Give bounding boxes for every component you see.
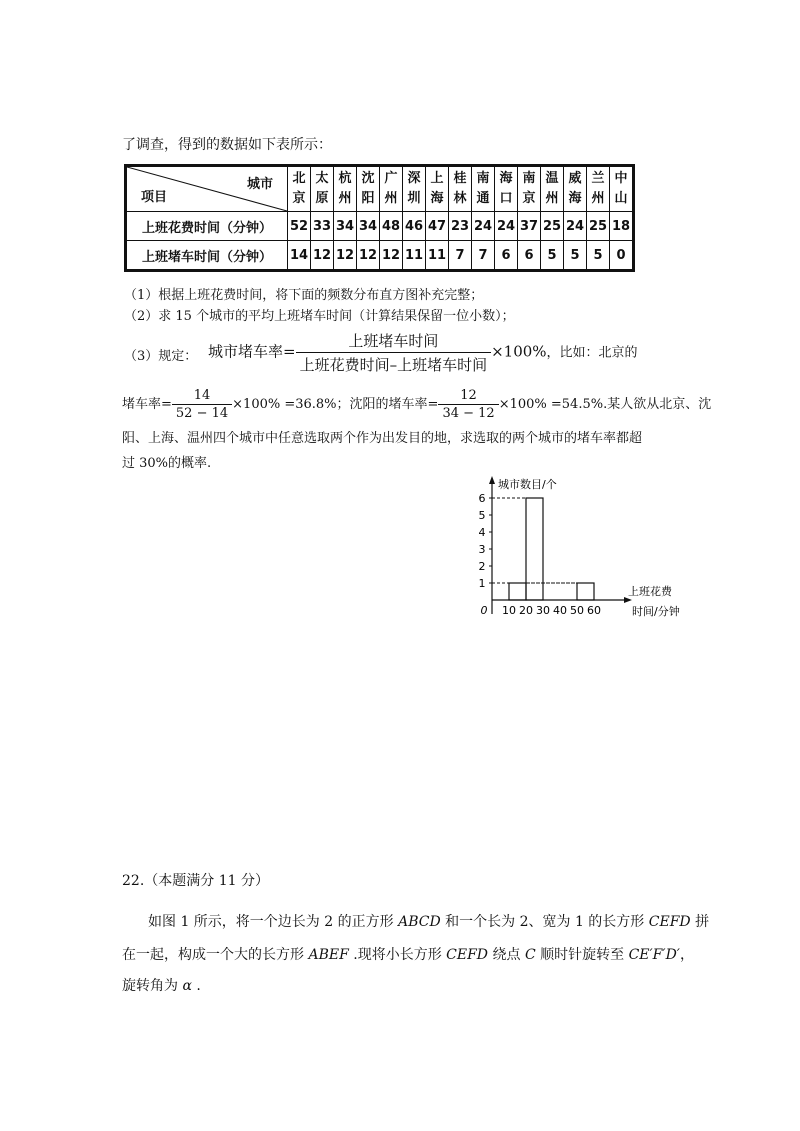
y-tick-label: 4: [478, 526, 486, 539]
y-tick-label: 3: [478, 543, 486, 556]
problem-22-line-1: [148, 911, 709, 931]
text-run: 顺时针旋转至: [535, 947, 629, 963]
question-3-line: 阳、上海、温州四个城市中任意选取两个作为出发目的地，求选取的两个城市的堵车率都超: [122, 431, 643, 446]
example-line: [122, 388, 711, 421]
table-cell: 18: [610, 212, 634, 241]
table-cell: 0: [610, 241, 634, 271]
city-header-4: 广 州: [380, 166, 403, 212]
y-axis-label: 城市数目/个: [498, 478, 557, 491]
problem-22-title: 22.（本题满分 11 分）: [122, 873, 269, 889]
city-header-0: 北 京: [288, 166, 311, 212]
table-cell: 34: [357, 212, 380, 241]
table-cell: 37: [518, 212, 541, 241]
question-1: （1）根据上班花费时间，将下面的频数分布直方图补充完整；: [124, 288, 484, 303]
table-cell: 5: [587, 241, 610, 271]
text-run: 在一起，构成一个大的长方形: [122, 947, 309, 963]
table-cell: 12: [357, 241, 380, 271]
congestion-formula: [208, 330, 638, 375]
shenyang-numerator: 12: [438, 388, 498, 405]
formula-tail: ×100%: [491, 342, 547, 361]
x-tick-label: 0: [480, 604, 488, 617]
beijing-fraction: [172, 388, 232, 421]
city-header-3: 沈 阳: [357, 166, 380, 212]
city-header-5: 深 圳: [403, 166, 426, 212]
table-cell: 6: [495, 241, 518, 271]
table-cell: 25: [587, 212, 610, 241]
table-cell: 12: [334, 241, 357, 271]
table-cell: 25: [541, 212, 564, 241]
city-header-9: 海 口: [495, 166, 518, 212]
text-run: 如图 1 所示，将一个边长为 2 的正方形: [148, 914, 399, 930]
math-c: C: [524, 947, 536, 963]
city-header-8: 南 通: [472, 166, 495, 212]
x-axis-label-2: 时间/分钟: [632, 605, 680, 618]
city-header-12: 威 海: [564, 166, 587, 212]
histogram-ticks: [479, 492, 602, 617]
table-cell: 6: [518, 241, 541, 271]
histogram-bar-50-60: [577, 583, 594, 600]
table-cell: 34: [334, 212, 357, 241]
x-tick-label: 10: [502, 604, 516, 617]
table-cell: 47: [426, 212, 449, 241]
shenyang-denominator: 34 − 12: [442, 406, 495, 421]
math-abef: ABEF: [308, 947, 349, 963]
table-cell: 52: [288, 212, 311, 241]
y-tick-label: 6: [478, 492, 486, 505]
table-cell: 7: [449, 241, 472, 271]
question-3-after: ，比如：北京的: [546, 345, 638, 361]
text-run: 和一个长为 2、宽为 1 的长方形: [440, 914, 649, 930]
beijing-denominator: 52 − 14: [175, 406, 229, 421]
y-tick-label: 5: [478, 509, 486, 522]
x-axis-label-1: 上班花费: [628, 585, 672, 598]
city-header-13: 兰 州: [587, 166, 610, 212]
city-header-10: 南 京: [518, 166, 541, 212]
math-alpha: α: [182, 978, 192, 994]
table-cell: 5: [564, 241, 587, 271]
problem-22-line-3: [122, 975, 201, 995]
histogram: [468, 474, 680, 624]
city-header-14: 中 山: [610, 166, 634, 212]
table-cell: 14: [288, 241, 311, 271]
x-tick-label: 40: [553, 604, 567, 617]
text-run: .现将小长方形: [348, 947, 447, 963]
histogram-bars: [492, 498, 594, 600]
header-item-label: 项目: [141, 190, 168, 205]
data-table: [124, 164, 635, 272]
math-rotated: CE′F′D′: [628, 947, 680, 963]
table-row: [126, 241, 634, 271]
table-cell: 12: [380, 241, 403, 271]
shenyang-tail: ×100% =54.5%.某人欲从北京、沈: [498, 397, 712, 412]
table-cell: 33: [311, 212, 334, 241]
row-label: 上班堵车时间（分钟）: [126, 241, 288, 271]
y-tick-label: 1: [478, 577, 486, 590]
table-cell: 24: [564, 212, 587, 241]
formula-lhs: 城市堵车率=: [208, 342, 296, 361]
intro-text: 了调查，得到的数据如下表所示：: [122, 137, 332, 153]
x-tick-label: 60: [587, 604, 601, 617]
table-cell: 11: [426, 241, 449, 271]
table-cell: 24: [495, 212, 518, 241]
histogram-bar-10-20: [509, 583, 526, 600]
formula-fraction: [296, 330, 492, 375]
formula-numerator: 上班堵车时间: [296, 330, 492, 353]
row-label: 上班花费时间（分钟）: [126, 212, 288, 241]
city-header-2: 杭 州: [334, 166, 357, 212]
y-tick-label: 2: [478, 560, 486, 573]
city-header-6: 上 海: [426, 166, 449, 212]
y-axis-arrow: [489, 476, 495, 484]
table-cell: 48: [380, 212, 403, 241]
text-run: 旋转角为: [122, 978, 183, 994]
text-run: .: [191, 978, 201, 994]
table-cell: 5: [541, 241, 564, 271]
question-3-prefix: （3）规定：: [124, 349, 198, 364]
math-cefd: CEFD: [648, 914, 691, 930]
table-cell: 46: [403, 212, 426, 241]
table-cell: 11: [403, 241, 426, 271]
header-city-label: 城市: [246, 177, 273, 192]
shenyang-fraction: [438, 388, 498, 421]
text-run: 拼: [690, 914, 710, 930]
x-tick-label: 20: [519, 604, 533, 617]
city-header-11: 温 州: [541, 166, 564, 212]
table-header-row: [126, 166, 634, 212]
city-header-1: 太 原: [311, 166, 334, 212]
table-cell: 24: [472, 212, 495, 241]
math-abcd: ABCD: [398, 914, 441, 930]
text-run: ，: [679, 947, 694, 963]
histogram-bar-20-30: [526, 498, 543, 600]
formula-denominator: 上班花费时间–上班堵车时间: [299, 356, 488, 374]
table-cell: 7: [472, 241, 495, 271]
city-header-7: 桂 林: [449, 166, 472, 212]
table-corner-cell: [126, 166, 288, 212]
text-run: 绕点: [488, 947, 525, 963]
table-row: [126, 212, 634, 241]
question-2: （2）求 15 个城市的平均上班堵车时间（计算结果保留一位小数）；: [124, 309, 515, 324]
beijing-tail: ×100% =36.8%；沈阳的堵车率=: [232, 397, 439, 412]
question-3-end: 过 30%的概率.: [122, 456, 212, 471]
math-cefd-2: CEFD: [446, 947, 489, 963]
x-tick-label: 30: [536, 604, 550, 617]
table-cell: 12: [311, 241, 334, 271]
beijing-prefix: 堵车率=: [122, 397, 172, 412]
problem-22-line-2: [122, 944, 694, 964]
x-tick-label: 50: [570, 604, 584, 617]
beijing-numerator: 14: [172, 388, 232, 405]
table-cell: 23: [449, 212, 472, 241]
